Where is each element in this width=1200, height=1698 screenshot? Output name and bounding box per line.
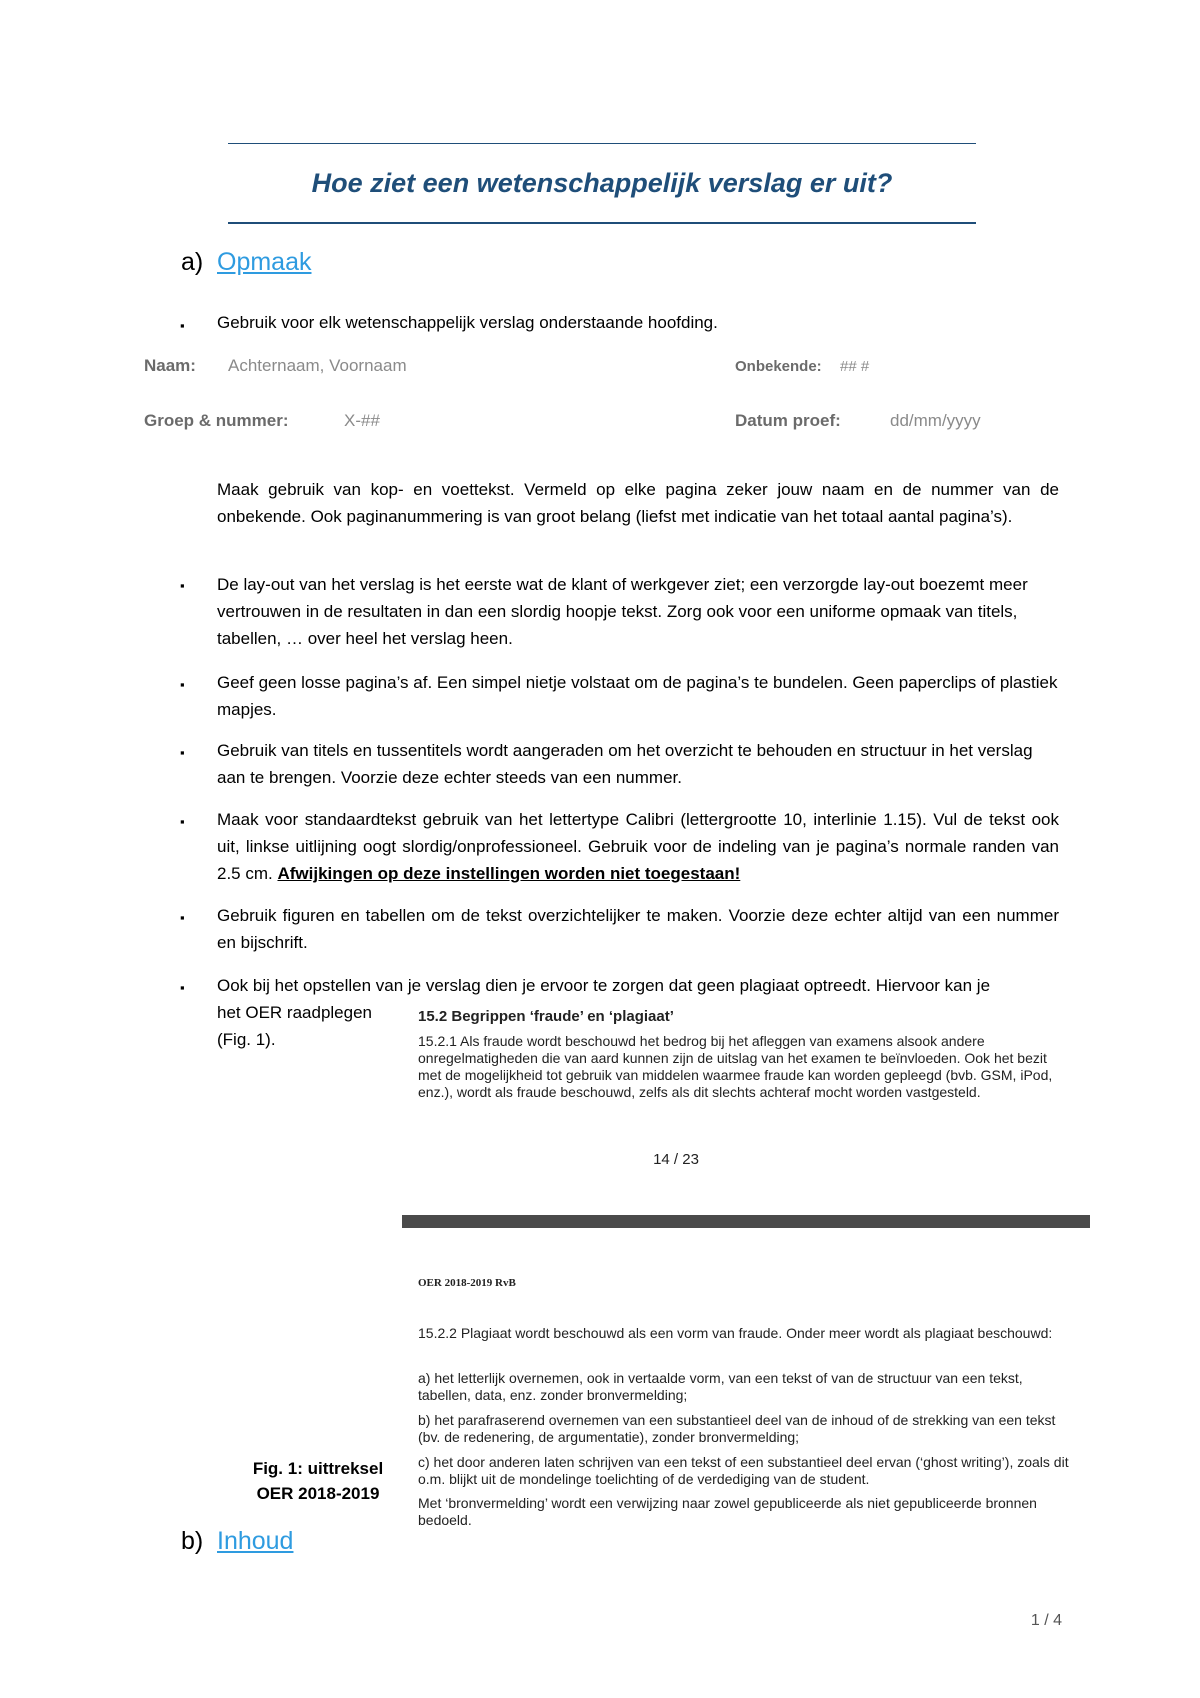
title-top-rule [228, 143, 976, 144]
groep-label: Groep & nummer: [144, 411, 289, 430]
paragraph-figuren: Gebruik figuren en tabellen om de tekst overzichtelijker te maken. Voorzie deze echter altijd van een nummer en bijschrift. [217, 906, 1059, 952]
excerpt-heading: 15.2 Begrippen ‘fraude’ en ‘plagiaat’ [418, 1008, 674, 1025]
section-b-letter: b) [181, 1527, 204, 1555]
datum-label: Datum proef: [735, 411, 841, 430]
figure-caption-line1: Fig. 1: uittreksel [252, 1459, 384, 1478]
bullet-4: ▪ [180, 814, 185, 829]
section-b-heading [181, 1527, 293, 1556]
excerpt-paragraph-fraude: 15.2.1 Als fraude wordt beschouwd het bedrog bij het afleggen van examens alsook andere onregelmatigheden die van aard kunnen zijn de uitslag van het examen te beïnvloeden. Ook het bezit met de mogelijkheid tot gebruik van middelen waarmee fraude kan worden gepleegd (bvb. GSM, iPod, enz.), wordt als fraude beschouwd, zelfs als dit slechts achteraf mocht worden vastgesteld. [418, 1033, 1053, 1100]
page-number: 1 / 4 [1030, 1612, 1062, 1629]
page-title: Hoe ziet een wetenschappelijk verslag er uit? [311, 168, 893, 198]
datum-value: dd/mm/yyyy [890, 411, 981, 430]
section-b-link[interactable]: Inhoud [217, 1527, 294, 1555]
paragraph-layout: De lay-out van het verslag is het eerste wat de klant of werkgever ziet; een verzorgde lay-out boezemt meer vertrouwen in de resultaten in dan een slordig hoopje tekst. Zorg ook voor een uniforme opmaak van titels, tabellen, … over heel het verslag heen. [217, 575, 1028, 648]
bullet-5: ▪ [180, 910, 185, 925]
groep-value: X-## [344, 411, 380, 430]
paragraph-titels: Gebruik van titels en tussentitels wordt aangeraden om het overzicht te behouden en structuur in het verslag aan te brengen. Voorzie deze echter steeds van een nummer. [217, 741, 1033, 787]
section-a-letter: a) [181, 248, 204, 276]
figure-caption [218, 1456, 418, 1506]
figure-caption-line2: OER 2018-2019 [256, 1484, 380, 1503]
onbekende-label: Onbekende: [735, 358, 822, 375]
excerpt-closing: Met ‘bronvermelding’ wordt een verwijzing naar zowel gepubliceerde als niet gepubliceerde bronnen bedoeld. [418, 1495, 1037, 1528]
bullet-6: ▪ [180, 980, 185, 995]
naam-value: Achternaam, Voornaam [228, 356, 407, 375]
onbekende-value: ## # [840, 358, 870, 375]
paragraph-plagiaat-line1: Ook bij het opstellen van je verslag dien je ervoor te zorgen dat geen plagiaat optreedt. Hiervoor kan je [217, 976, 991, 995]
title-bottom-rule [228, 222, 976, 224]
paragraph-losse-paginas: Geef geen losse pagina’s af. Een simpel nietje volstaat om de pagina’s te bundelen. Geen paperclips of plastiek mapjes. [217, 673, 1058, 719]
section-a-link[interactable]: Opmaak [217, 248, 312, 276]
paragraph-plagiaat-line3: (Fig. 1). [217, 1030, 276, 1049]
excerpt-paragraph-plagiaat: 15.2.2 Plagiaat wordt beschouwd als een vorm van fraude. Onder meer wordt als plagiaat beschouwd: [418, 1325, 1053, 1341]
excerpt-item-b: b) het parafraserend overnemen van een substantieel deel van de inhoud of de strekking van een tekst (bv. de redenering, de argumentatie), zonder bronvermelding; [418, 1412, 1056, 1445]
bullet-2: ▪ [180, 677, 185, 692]
bullet-3: ▪ [180, 745, 185, 760]
paragraph-lettertype-text: Maak voor standaardtekst gebruik van het lettertype Calibri (lettergrootte 10, interlinie 1.15). Vul de tekst ook uit, linkse uitlijning oogt slordig/onprofessioneel. Gebruik voor de indeling van je pagina’s normale randen van 2.5 cm. [217, 810, 1059, 883]
bullet-1: ▪ [180, 578, 185, 593]
excerpt-item-a: a) het letterlijk overnemen, ook in vertaalde vorm, van een tekst of van de structuur van een tekst, tabellen, data, enz. zonder bronvermelding; [418, 1370, 1023, 1403]
excerpt-running-header: OER 2018-2019 RvB [418, 1277, 516, 1289]
excerpt-page-separator [402, 1215, 1090, 1228]
naam-label: Naam: [144, 356, 196, 375]
paragraph-plagiaat-line2: het OER raadplegen [217, 1003, 372, 1022]
paragraph-kop-voettekst: Maak gebruik van kop- en voettekst. Vermeld op elke pagina zeker jouw naam en de nummer van de onbekende. Ook paginanummering is van groot belang (liefst met indicatie van het totaal aantal pagina’s). [217, 480, 1059, 526]
bullet-intro: ▪ [180, 318, 185, 333]
section-a-heading [181, 248, 311, 277]
paragraph-lettertype-warning: Afwijkingen op deze instellingen worden niet toegestaan! [277, 864, 741, 883]
paragraph-lettertype [217, 806, 1059, 887]
intro-bullet-text: Gebruik voor elk wetenschappelijk verslag onderstaande hoofding. [217, 313, 718, 332]
excerpt-item-c: c) het door anderen laten schrijven van een tekst of een substantieel deel ervan (‘ghost writing’), zoals dit o.m. blijkt uit de mondelinge toelichting of de verdediging van de student. [418, 1454, 1069, 1487]
excerpt-page-counter: 14 / 23 [653, 1151, 699, 1168]
